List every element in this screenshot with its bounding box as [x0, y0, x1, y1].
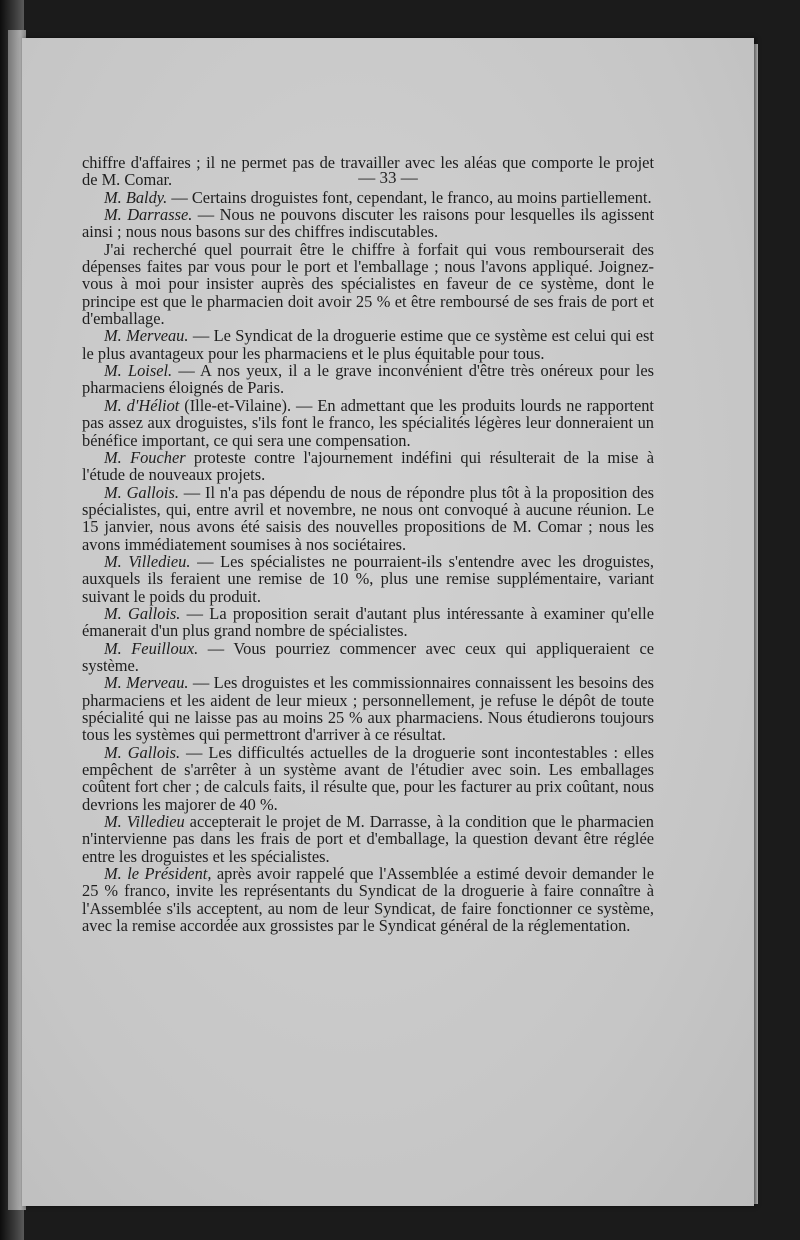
paragraph-text: — Vous pourriez commencer avec ceux qui appliqueraient ce système. — [82, 638, 654, 675]
paragraph — [82, 397, 654, 449]
paragraph — [82, 674, 654, 743]
paragraph-text: — Les difficultés actuelles de la droguerie sont incontestables : elles empêchent de s'arrêter à un système avant de l'étudier avec soin. Les emballages coûtent fort cher ; de calculs faits, il résulte que, pour les facturer au prix coûtant, nous devrions les majorer de 40 %. — [82, 742, 654, 814]
paragraph — [82, 206, 654, 241]
paragraph — [82, 154, 654, 189]
paragraph — [82, 813, 654, 865]
paragraph — [82, 449, 654, 484]
paragraph — [82, 241, 654, 328]
paragraph-text: proteste contre l'ajournement indéfini qui résulterait de la mise à l'étude de nouveaux projets. — [82, 447, 654, 485]
paragraph — [82, 327, 654, 362]
speaker-name: M. Gallois. — [104, 482, 179, 502]
speaker-name: M. Gallois. — [104, 742, 181, 762]
speaker-name: M. Villedieu — [104, 812, 185, 832]
paragraph — [82, 553, 654, 605]
paragraph — [82, 362, 654, 397]
paragraph-text: — Les spécialistes ne pourraient-ils s'entendre avec les droguistes, auxquels ils feraient une remise de 10 %, plus une remise supplémentaire, variant suivant le poids du produit. — [82, 551, 655, 606]
paragraph-text: — A nos yeux, il a le grave inconvénient d'être très onéreux pour les pharmaciens éloignés de Paris. — [82, 361, 654, 398]
paragraph-text: — Le Syndicat de la droguerie estime que ce système est celui qui est le plus avantageux pour les pharmaciens et le plus équitable pour tous. — [82, 326, 654, 363]
paragraph-text: chiffre d'affaires ; il ne permet pas de travailler avec les aléas que comporte le projet de M. Comar. — [82, 153, 654, 190]
paragraph — [82, 640, 654, 675]
speaker-name: M. Merveau. — [104, 326, 189, 346]
speaker-name: M. Darrasse. — [104, 205, 193, 225]
page-text — [82, 154, 654, 934]
speaker-name: M. Feuilloux. — [104, 638, 199, 658]
speaker-name: M. Merveau. — [104, 673, 189, 693]
paragraph-text: — Nous ne pouvons discuter les raisons pour lesquelles ils agissent ainsi ; nous nous basons sur des chiffres indiscutables. — [82, 205, 655, 242]
paragraph — [82, 189, 654, 206]
speaker-name: M. le Président, — [104, 864, 212, 884]
paragraph-text: après avoir rappelé que l'Assemblée a estimé devoir demander le 25 % franco, invite les représentants du Syndicat de la droguerie à faire connaître à l'Assemblée s'ils acceptent, au nom de leur Syndicat, de faire fonctionner ce système, avec la remise accordée aux grossistes par le Syndicat général de la réglementation. — [82, 864, 654, 936]
paragraph-text: — Il n'a pas dépendu de nous de répondre plus tôt à la proposition des spécialistes, qui, entre avril et novembre, ne nous ont convoqué à aucune réunion. Le 15 janvier, nous avons été saisis des nouvelles propositions de M. Comar ; nous les avons immédiatement soumises à nos sociétaires. — [82, 482, 654, 554]
paragraph-text: accepterait le projet de M. Darrasse, à la condition que le pharmacien n'intervienne pas dans les frais de port et d'emballage, la question devant être réglée entre les droguistes et les spécialistes. — [82, 812, 654, 866]
paragraph-text: — Certains droguistes font, cependant, le franco, au moins partiellement. — [167, 187, 652, 207]
speaker-name: M. d'Héliot — [104, 395, 180, 415]
paragraph — [82, 744, 654, 813]
paragraph — [82, 605, 654, 640]
paragraph-text: — La proposition serait d'autant plus intéressante à examiner qu'elle émanerait d'un plus grand nombre de spécialistes. — [82, 603, 654, 641]
page-number: — 33 — — [358, 168, 418, 187]
speaker-name: M. Foucher — [104, 447, 186, 467]
paragraph-text: (Ille-et-Vilaine). — En admettant que les produits lourds ne rapportent pas assez aux droguistes, s'ils font le franco, les spécialités légères leur donneraient un bénéfice important, ce qui sera une compensation. — [82, 395, 654, 450]
speaker-name: M. Baldy. — [104, 187, 168, 207]
paragraph-text: — Les droguistes et les commissionnaires connaissent les besoins des pharmaciens et les aident de leur mieux ; personnellement, je refuse le dépôt de toute spécialité qui ne laisse pas au moins 25 % aux pharmaciens. Nous étudierons toujours tous les systèmes qui permettront d'arriver à ce résultat. — [82, 673, 654, 745]
paragraph — [82, 865, 654, 934]
paragraph-text: J'ai recherché quel pourrait être le chiffre à forfait qui vous rembourserait des dépenses faites par vous pour le port et l'emballage ; nous l'avons appliqué. Joignez-vous à moi pour insister auprès des spécialistes en faveur de ce système, dont le principe est que le pharmacien doit avoir 25 % et être remboursé de ses frais de port et d'emballage. — [82, 239, 654, 329]
speaker-name: M. Loisel. — [104, 361, 173, 381]
speaker-name: M. Villedieu. — [104, 551, 191, 571]
paragraph — [82, 484, 654, 553]
speaker-name: M. Gallois. — [104, 603, 181, 623]
